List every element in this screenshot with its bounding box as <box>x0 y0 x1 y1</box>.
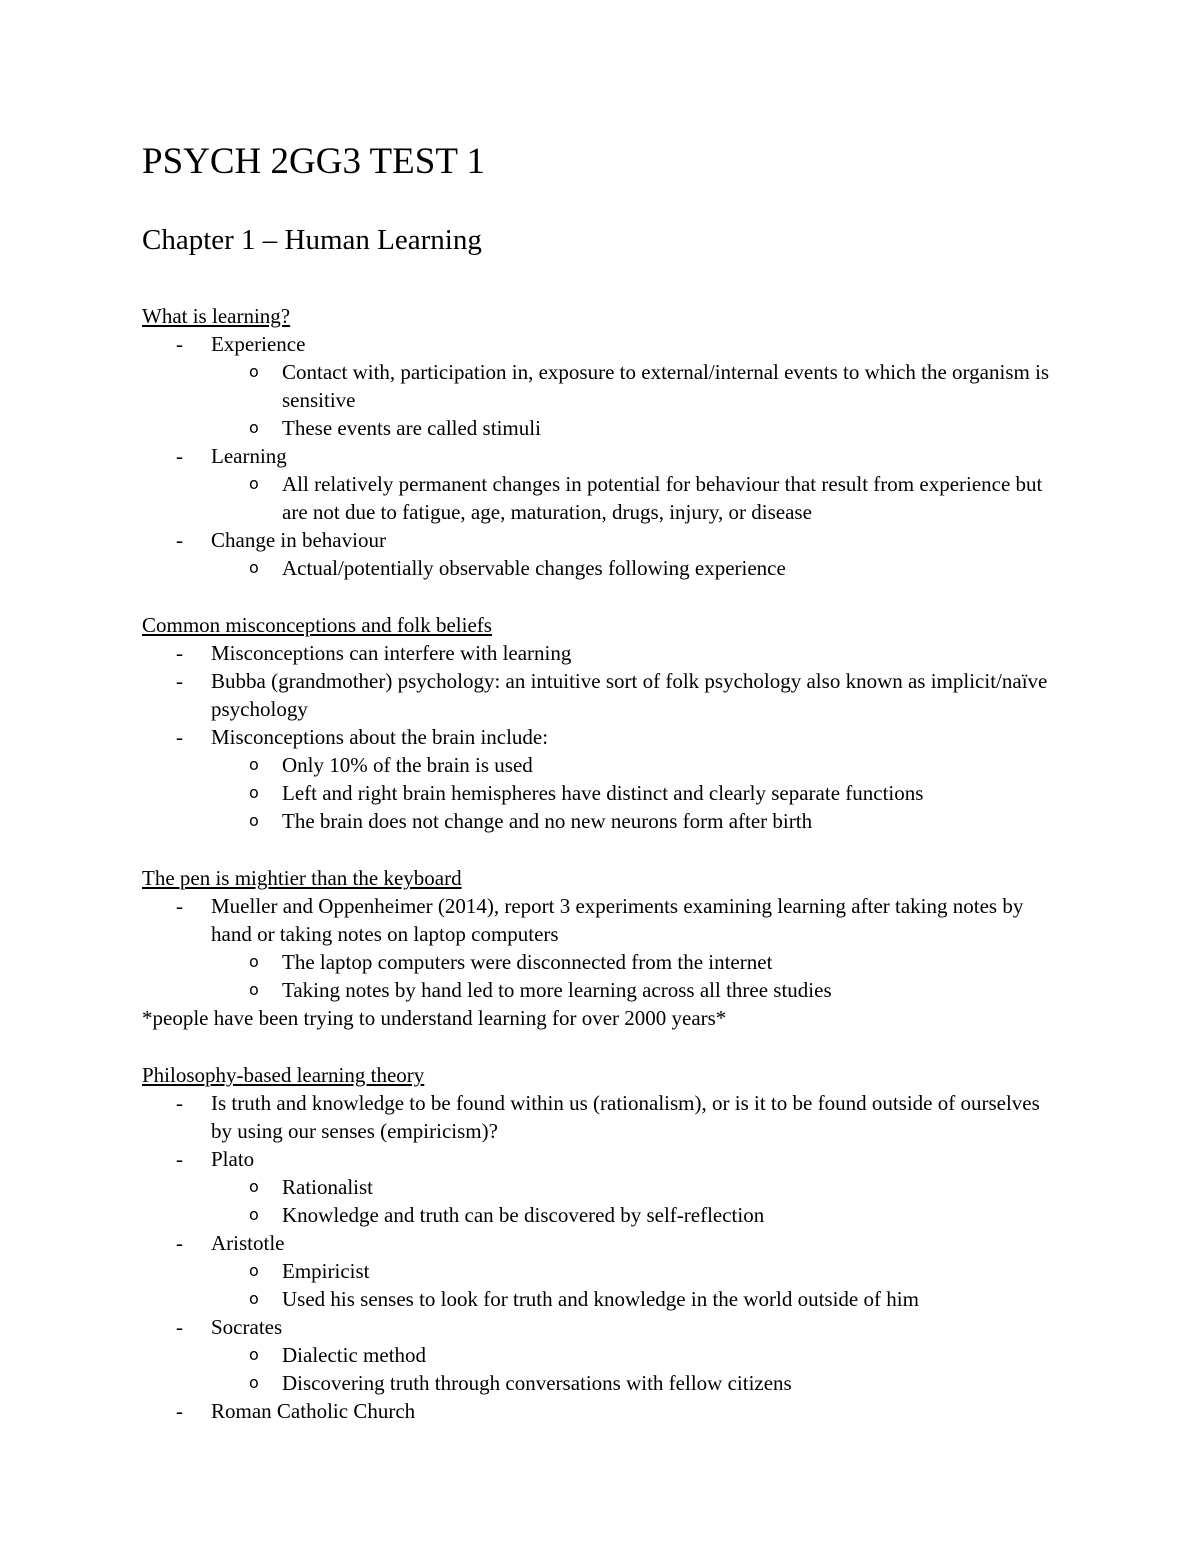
bullet-text: Change in behaviour <box>211 528 386 552</box>
sub-bullet-item <box>142 414 1062 442</box>
circle-bullet-icon: o <box>249 558 259 577</box>
sub-bullet-text: Only 10% of the brain is used <box>282 753 533 777</box>
notes-section <box>142 302 1062 582</box>
bullet-item <box>142 1145 1062 1173</box>
notes-section <box>142 611 1062 835</box>
section-heading: The pen is mightier than the keyboard <box>142 866 462 890</box>
sub-bullet-item <box>142 554 1062 582</box>
sub-bullet-item <box>142 948 1062 976</box>
dash-bullet-icon: - <box>176 528 183 552</box>
sub-bullet-text: Rationalist <box>282 1175 373 1199</box>
section-heading: Common misconceptions and folk beliefs <box>142 613 492 637</box>
sub-bullet-item <box>142 1257 1062 1285</box>
document-title: PSYCH 2GG3 TEST 1 <box>142 141 486 182</box>
sub-bullet-item <box>142 1285 1062 1313</box>
bullet-text: Is truth and knowledge to be found within us (rationalism), or is it to be found outside of ourselves by using our senses (empiricism)? <box>211 1091 1040 1143</box>
circle-bullet-icon: o <box>249 1345 259 1364</box>
sub-bullet-text: Contact with, participation in, exposure to external/internal events to which the organism is sensitive <box>282 360 1050 412</box>
circle-bullet-icon: o <box>249 418 259 437</box>
bullet-text: Bubba (grandmother) psychology: an intuitive sort of folk psychology also known as implicit/naïve psychology <box>211 669 1048 721</box>
dash-bullet-icon: - <box>176 1231 183 1255</box>
sub-bullet-text: The brain does not change and no new neurons form after birth <box>282 809 813 833</box>
circle-bullet-icon: o <box>249 1373 259 1392</box>
sub-bullet-text: Dialectic method <box>282 1343 427 1367</box>
sub-bullet-item <box>142 751 1062 779</box>
bullet-text: Mueller and Oppenheimer (2014), report 3 experiments examining learning after taking notes by hand or taking notes on laptop computers <box>211 894 1024 946</box>
bullet-text: Misconceptions about the brain include: <box>211 725 549 749</box>
dash-bullet-icon: - <box>176 1147 183 1171</box>
sub-bullet-item <box>142 358 1062 414</box>
chapter-heading: Chapter 1 – Human Learning <box>142 224 482 256</box>
sub-bullet-text: Left and right brain hemispheres have distinct and clearly separate functions <box>282 781 924 805</box>
sub-bullet-text: Used his senses to look for truth and knowledge in the world outside of him <box>282 1287 919 1311</box>
bullet-text: Experience <box>211 332 306 356</box>
sub-bullet-item <box>142 470 1062 526</box>
bullet-text: Plato <box>211 1147 255 1171</box>
dash-bullet-icon: - <box>176 1091 183 1115</box>
bullet-item <box>142 667 1062 723</box>
bullet-item <box>142 1397 1062 1425</box>
bullet-text: Aristotle <box>211 1231 285 1255</box>
bullet-item <box>142 1089 1062 1145</box>
sub-bullet-text: Empiricist <box>282 1259 370 1283</box>
bullet-text: Learning <box>211 444 287 468</box>
bullet-item <box>142 526 1062 554</box>
sub-bullet-text: Knowledge and truth can be discovered by self-reflection <box>282 1203 765 1227</box>
sub-bullet-text: These events are called stimuli <box>282 416 541 440</box>
sub-bullet-item <box>142 1173 1062 1201</box>
dash-bullet-icon: - <box>176 1399 183 1423</box>
bullet-item <box>142 1229 1062 1257</box>
sub-bullet-text: All relatively permanent changes in potential for behaviour that result from experience but are not due to fatigue, age, maturation, drugs, injury, or disease <box>282 472 1043 524</box>
bullet-item <box>142 330 1062 358</box>
bullet-item <box>142 723 1062 751</box>
section-heading: What is learning? <box>142 304 291 328</box>
bullet-text: Roman Catholic Church <box>211 1399 416 1423</box>
dash-bullet-icon: - <box>176 894 183 918</box>
bullet-item <box>142 639 1062 667</box>
notes-section <box>142 1061 1062 1425</box>
circle-bullet-icon: o <box>249 811 259 830</box>
circle-bullet-icon: o <box>249 362 259 381</box>
notes-body <box>142 302 1062 1425</box>
bullet-text: Socrates <box>211 1315 283 1339</box>
sub-bullet-item <box>142 1341 1062 1369</box>
circle-bullet-icon: o <box>249 474 259 493</box>
circle-bullet-icon: o <box>249 783 259 802</box>
document-page <box>142 140 1062 1425</box>
sub-bullet-text: Actual/potentially observable changes following experience <box>282 556 786 580</box>
dash-bullet-icon: - <box>176 641 183 665</box>
dash-bullet-icon: - <box>176 669 183 693</box>
sub-bullet-text: Taking notes by hand led to more learning across all three studies <box>282 978 832 1002</box>
sub-bullet-text: The laptop computers were disconnected from the internet <box>282 950 773 974</box>
dash-bullet-icon: - <box>176 332 183 356</box>
circle-bullet-icon: o <box>249 980 259 999</box>
notes-section <box>142 864 1062 1032</box>
sub-bullet-item <box>142 1369 1062 1397</box>
circle-bullet-icon: o <box>249 1177 259 1196</box>
sub-bullet-text: Discovering truth through conversations with fellow citizens <box>282 1371 792 1395</box>
sub-bullet-item <box>142 976 1062 1004</box>
sub-bullet-item <box>142 779 1062 807</box>
section-note: *people have been trying to understand learning for over 2000 years* <box>142 1006 727 1030</box>
bullet-text: Misconceptions can interfere with learning <box>211 641 572 665</box>
circle-bullet-icon: o <box>249 952 259 971</box>
dash-bullet-icon: - <box>176 725 183 749</box>
sub-bullet-item <box>142 1201 1062 1229</box>
circle-bullet-icon: o <box>249 1205 259 1224</box>
section-heading: Philosophy-based learning theory <box>142 1063 425 1087</box>
bullet-item <box>142 1313 1062 1341</box>
dash-bullet-icon: - <box>176 444 183 468</box>
circle-bullet-icon: o <box>249 1289 259 1308</box>
dash-bullet-icon: - <box>176 1315 183 1339</box>
bullet-item <box>142 442 1062 470</box>
sub-bullet-item <box>142 807 1062 835</box>
circle-bullet-icon: o <box>249 1261 259 1280</box>
bullet-item <box>142 892 1062 948</box>
circle-bullet-icon: o <box>249 755 259 774</box>
